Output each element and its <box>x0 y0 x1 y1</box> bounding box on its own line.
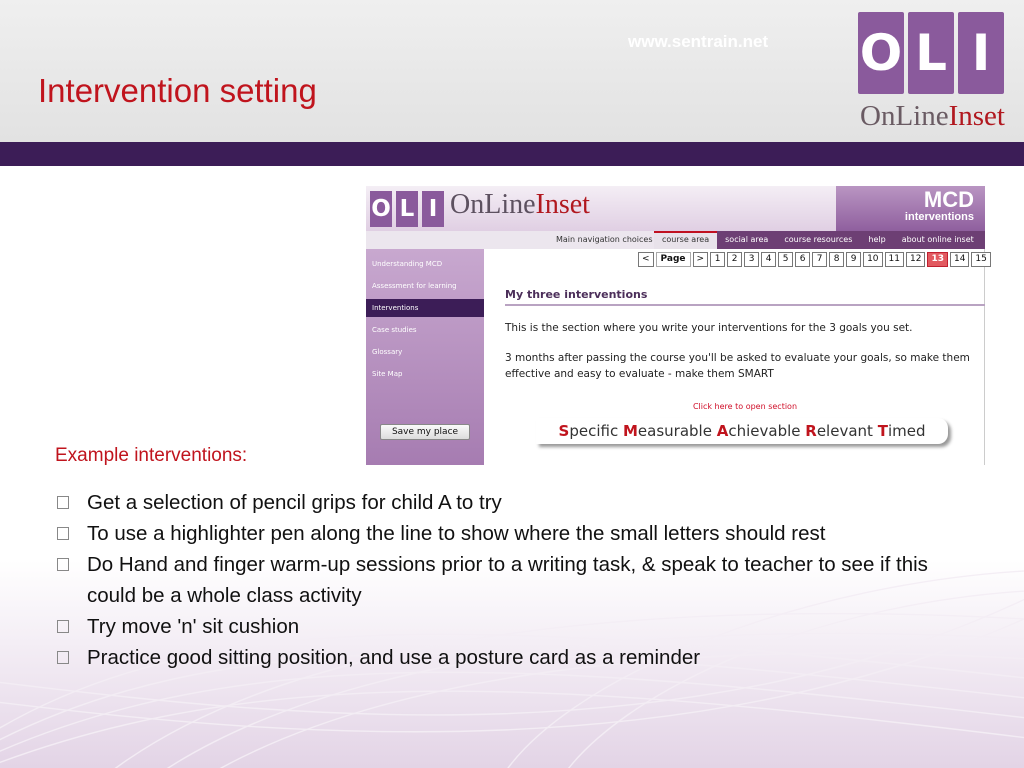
list-item <box>55 611 975 642</box>
logo-letter: I <box>958 12 1004 94</box>
smart-word: pecific <box>569 422 619 440</box>
list-item <box>55 518 975 549</box>
sidebar-item-site-map[interactable]: Site Map <box>372 370 403 378</box>
smart-word: easurable <box>637 422 712 440</box>
list-item <box>55 549 975 611</box>
page-link-current[interactable]: 13 <box>927 252 948 267</box>
sidebar-item-assessment[interactable]: Assessment for learning <box>372 282 457 290</box>
page-link[interactable]: 8 <box>829 252 844 267</box>
embed-nav-label: Main navigation choices <box>556 235 653 244</box>
smart-letter: S <box>558 422 570 440</box>
embed-brand <box>450 189 590 221</box>
section-heading: My three interventions <box>505 288 985 306</box>
smart-word: imed <box>887 422 926 440</box>
tab-about-online-inset[interactable]: about online inset <box>901 235 974 244</box>
list-item-text: Do Hand and finger warm-up sessions prior to a writing task, & speak to teacher to see if this could be a whole class activity <box>87 553 928 607</box>
checkbox-bullet-icon <box>57 496 69 509</box>
embedded-screenshot <box>366 186 985 465</box>
tab-help[interactable]: help <box>868 235 886 244</box>
checkbox-bullet-icon <box>57 527 69 540</box>
list-item-text: Try move 'n' sit cushion <box>87 615 300 638</box>
smart-letter: T <box>877 422 888 440</box>
page-link[interactable]: 2 <box>727 252 742 267</box>
page-link[interactable]: 10 <box>863 252 882 267</box>
checkbox-bullet-icon <box>57 558 69 571</box>
list-item <box>55 487 975 518</box>
list-item <box>55 642 975 673</box>
embed-course-title: MCD <box>923 187 974 212</box>
page-link[interactable]: 3 <box>744 252 759 267</box>
open-section-link[interactable]: Click here to open section <box>692 402 798 411</box>
page-link[interactable]: 12 <box>906 252 925 267</box>
sidebar-item-interventions[interactable]: Interventions <box>366 299 484 317</box>
page-title: Intervention setting <box>38 72 317 109</box>
page-link[interactable]: 7 <box>812 252 827 267</box>
embed-course-subtitle: interventions <box>904 211 974 223</box>
sidebar-item-case-studies[interactable]: Case studies <box>372 326 417 334</box>
page-link[interactable]: 11 <box>885 252 904 267</box>
section-paragraph: 3 months after passing the course you'll be asked to evaluate your goals, so make them effective and easy to evaluate - make them SMART <box>505 352 970 380</box>
checkbox-bullet-icon <box>57 651 69 664</box>
embed-logo-letter: O <box>370 191 392 227</box>
smart-word: chievable <box>728 422 801 440</box>
content-corner <box>484 249 504 465</box>
embed-logo-letter: I <box>422 191 444 227</box>
logo-letter: O <box>858 12 904 94</box>
smart-word: elevant <box>816 422 873 440</box>
sidebar-item-glossary[interactable]: Glossary <box>372 348 403 356</box>
page-link[interactable]: 1 <box>710 252 725 267</box>
site-url[interactable]: www.sentrain.net <box>628 32 769 51</box>
logo-wordmark <box>860 100 1005 133</box>
sidebar-item-understanding-mcd[interactable]: Understanding MCD <box>372 260 443 268</box>
page-link[interactable]: 9 <box>846 252 861 267</box>
list-item-text: To use a highlighter pen along the line to show where the small letters should rest <box>87 522 826 545</box>
page-link[interactable]: 6 <box>795 252 810 267</box>
smart-letter: R <box>805 422 817 440</box>
tab-course-resources[interactable]: course resources <box>784 235 853 244</box>
logo-letter: L <box>908 12 954 94</box>
pager-label: Page <box>656 252 691 267</box>
embed-brand-accent: Inset <box>535 189 590 220</box>
smart-button[interactable] <box>536 418 948 444</box>
page-link[interactable]: 5 <box>778 252 793 267</box>
page-link[interactable]: 14 <box>950 252 969 267</box>
list-item-text: Get a selection of pencil grips for child A to try <box>87 491 502 514</box>
next-page-button[interactable]: > <box>693 252 709 267</box>
list-item-text: Practice good sitting position, and use a posture card as a reminder <box>87 646 701 669</box>
logo-wordmark-plain: OnLine <box>860 100 949 132</box>
embed-course-badge <box>905 189 974 223</box>
smart-letter: A <box>716 422 729 440</box>
page-pager <box>638 252 991 268</box>
checkbox-bullet-icon <box>57 620 69 633</box>
intervention-list <box>55 487 975 673</box>
page-link[interactable]: 15 <box>971 252 990 267</box>
embed-logo-letter: L <box>396 191 418 227</box>
slide-header <box>0 0 1024 142</box>
section-paragraph: This is the section where you write your interventions for the 3 goals you set. <box>505 322 913 334</box>
header-band <box>0 142 1024 166</box>
smart-letter: M <box>622 422 638 440</box>
embed-brand-plain: OnLine <box>450 189 536 220</box>
embed-nav-tabs <box>654 231 985 249</box>
page-link[interactable]: 4 <box>761 252 776 267</box>
tab-social-area[interactable]: social area <box>725 235 769 244</box>
example-interventions-label: Example interventions: <box>55 445 248 466</box>
save-my-place-button[interactable]: Save my place <box>380 424 470 440</box>
prev-page-button[interactable]: < <box>638 252 654 267</box>
logo-wordmark-accent: Inset <box>948 100 1005 132</box>
tab-course-area[interactable]: course area <box>654 231 717 249</box>
